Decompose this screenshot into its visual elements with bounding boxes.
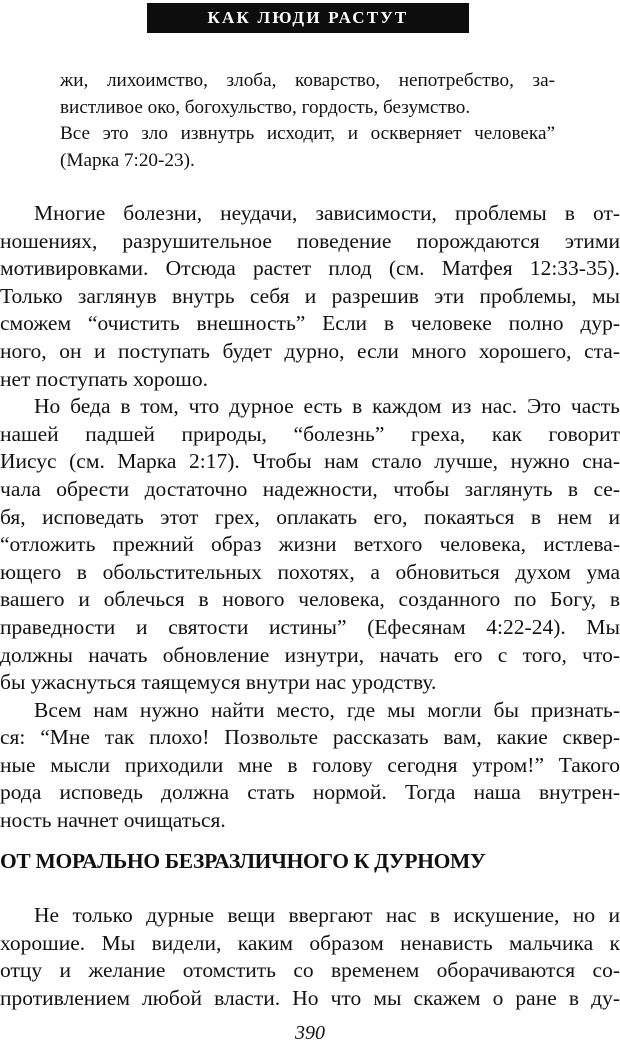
paragraph-line: Только заглянув внутрь себя и разрешив эти проблемы, мы bbox=[0, 283, 620, 308]
paragraph-line: Но беда в том, что дурное есть в каждом из нас. Это часть bbox=[34, 394, 620, 419]
paragraph-line: ного, он и поступать будет дурно, если много хорошего, ста- bbox=[0, 338, 620, 363]
paragraph-line: ные мысли приходили мне в голову сегодня утром!” Такого bbox=[0, 752, 620, 777]
paragraph-line: Иисус (см. Марка 2:17). Чтобы нам стало лучше, нужно сна- bbox=[0, 449, 620, 474]
quote-line: вистливое око, богохульство, гордость, безумство. bbox=[60, 96, 471, 118]
paragraph-line: нашей падшей природы, “болезнь” греха, как говорит bbox=[0, 421, 620, 446]
quote-line: (Марка 7:20-23). bbox=[60, 149, 195, 171]
paragraph-line: ся: “Мне так плохо! Позвольте рассказать вам, какие сквер- bbox=[0, 725, 620, 750]
running-header: КАК ЛЮДИ РАСТУТ bbox=[147, 3, 469, 33]
paragraph-line: Всем нам нужно найти место, где мы могли бы признать- bbox=[34, 697, 620, 722]
paragraph-line: “отложить прежний образ жизни ветхого человека, истлева- bbox=[0, 532, 620, 557]
quote-line: жи, лихоимство, злоба, коварство, непотребство, за- bbox=[60, 70, 555, 91]
paragraph-line: Многие болезни, неудачи, зависимости, проблемы в от- bbox=[34, 201, 620, 225]
body-text bbox=[0, 200, 620, 835]
paragraph-line: чала обрести достаточно надежности, чтобы заглянуть в се- bbox=[0, 476, 620, 501]
quote-line: Все это зло извнутрь исходит, и оскверняет человека” bbox=[60, 123, 555, 144]
paragraph-line: рода исповедь должна стать нормой. Тогда наша внутрен- bbox=[0, 780, 620, 805]
paragraph-line: бя, исповедать этот грех, оплакать его, покаяться в нем и bbox=[0, 504, 620, 529]
paragraph-line: противлением любой власти. Но что мы скажем о ране в ду- bbox=[0, 985, 620, 1010]
paragraph-line: ющего в обольстительных похотях, а обновиться духом ума bbox=[0, 559, 620, 584]
scripture-quote bbox=[60, 68, 555, 174]
page-number: 390 bbox=[295, 1022, 325, 1044]
paragraph-line: бы ужаснуться таящемуся внутри нас уродству. bbox=[0, 670, 437, 695]
paragraph-line: хорошие. Мы видели, каким образом ненависть мальчика к bbox=[0, 930, 620, 955]
paragraph-line: вашего и облечься в нового человека, созданного по Богу, в bbox=[0, 587, 620, 612]
section-heading: ОТ МОРАЛЬНО БЕЗРАЗЛИЧНОГО К ДУРНОМУ bbox=[0, 849, 486, 873]
paragraph-line: сможем “очистить внешность” Если в человеке полно дур- bbox=[0, 311, 620, 336]
paragraph-line: Не только дурные вещи ввергают нас в искушение, но и bbox=[34, 903, 620, 927]
paragraph-line: должны начать обновление изнутри, начать его с того, что- bbox=[0, 642, 620, 667]
paragraph-line: нет поступать хорошо. bbox=[0, 366, 208, 391]
section-body-text bbox=[0, 902, 620, 1012]
paragraph-line: мотивировками. Отсюда растет плод (см. Матфея 12:33-35). bbox=[0, 256, 620, 281]
paragraph-line: ношениях, разрушительное поведение порождаются этими bbox=[0, 228, 620, 253]
paragraph-line: ность начнет очищаться. bbox=[0, 808, 226, 833]
paragraph-line: праведности и святости истины” (Ефесянам 4:22-24). Мы bbox=[0, 614, 620, 639]
paragraph-line: отцу и желание отомстить со временем оборачиваются со- bbox=[0, 958, 620, 983]
